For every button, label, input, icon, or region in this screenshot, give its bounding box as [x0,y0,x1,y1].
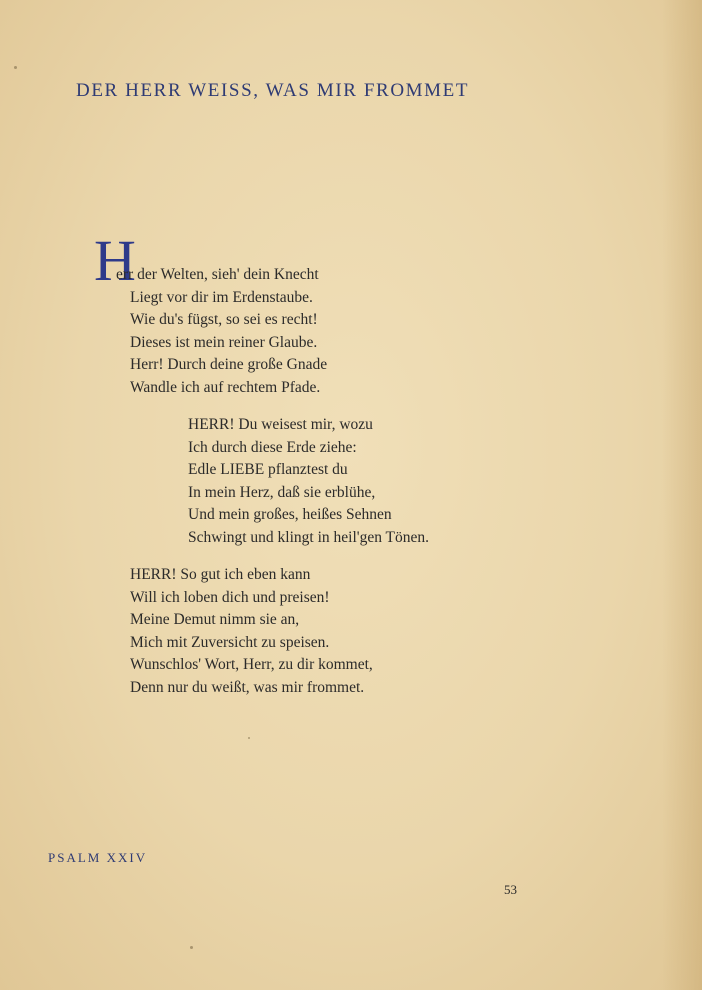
poem-line: Herr! Durch deine große Gnade [130,356,328,373]
poem-line: Mich mit Zuversicht zu speisen. [130,633,330,651]
page-edge-shadow [662,0,702,990]
poem-line: Schwingt und klingt in heil'gen Tönen. [188,528,430,546]
poem-line: HERR! Du weisest mir, wozu [188,416,373,433]
poem-line: In mein Herz, daß sie erblühe, [188,483,376,501]
drop-cap-initial: H [94,228,136,293]
paper-speck [248,737,250,739]
poem-line: Wunschlos' Wort, Herr, zu dir kommet, [130,656,373,673]
poem-line: Und mein großes, heißes Sehnen [188,506,392,523]
psalm-reference: PSALM XXIV [48,850,148,865]
poem-line: Wie du's fügst, so sei es recht! [130,311,318,328]
page-number: 53 [504,882,517,897]
poem-line: Wandle ich auf rechtem Pfade. [130,378,321,396]
poem-line: Will ich loben dich und preisen! [130,588,330,606]
paper-speck [14,66,17,69]
stanza-1 [116,264,328,399]
poem-line: Ich durch diese Erde ziehe: [188,438,357,456]
poem-line: Denn nur du weißt, was mir frommet. [130,678,365,696]
poem-line: HERR! So gut ich eben kann [130,566,311,583]
stanza-2 [188,414,429,549]
poem-title: DER HERR WEISS, WAS MIR FROMMET [76,80,470,101]
poem-line: err der Welten, sieh' dein Knecht [116,266,319,283]
poem-line: Liegt vor dir im Erdenstaube. [130,288,313,306]
stanza-3 [130,564,373,699]
poem-line: Meine Demut nimm sie an, [130,611,300,628]
poem-line: Edle LIEBE pflanztest du [188,461,348,478]
poem-line: Dieses ist mein reiner Glaube. [130,333,318,351]
paper-speck [190,946,193,949]
